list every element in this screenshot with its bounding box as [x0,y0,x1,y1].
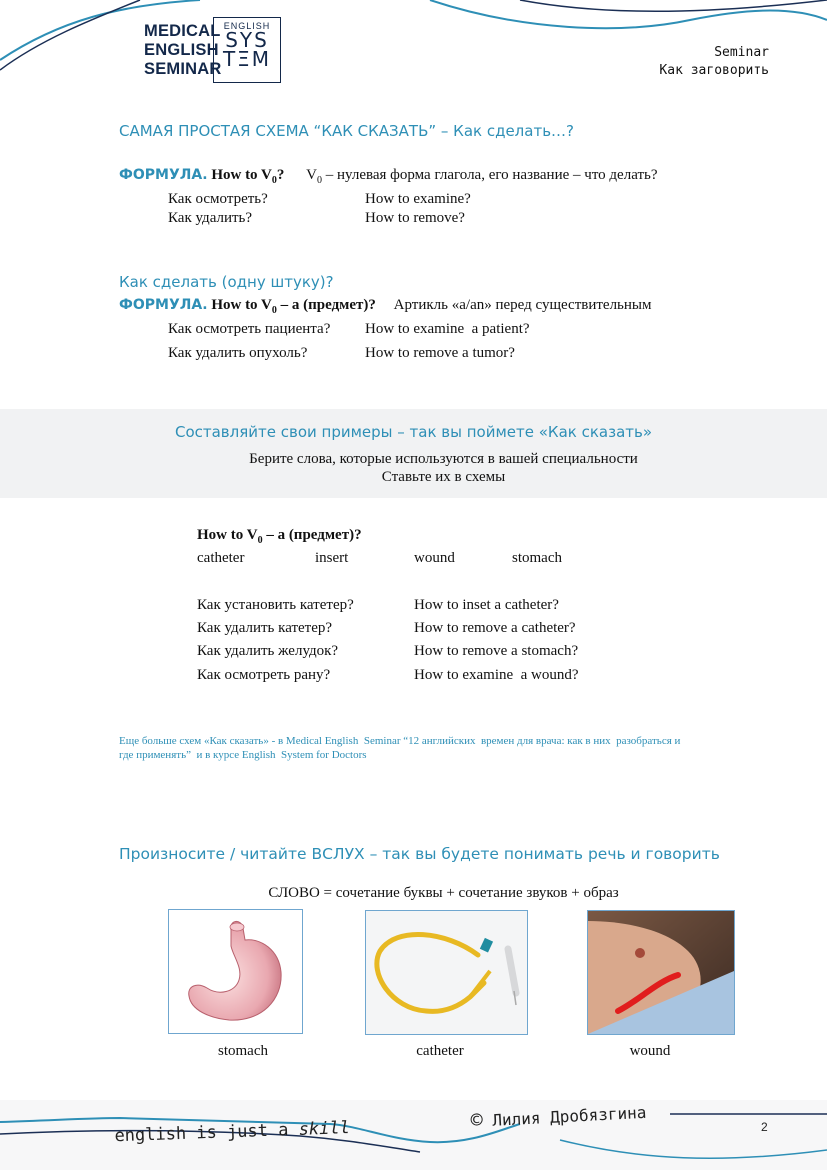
word-item: catheter [197,550,245,566]
word-formula: СЛОВО = сочетание буквы + сочетание звуков + образ [268,885,619,901]
formula-note: Артикль «a/an» перед существительным [393,297,652,313]
banner-line: Ставьте их в схемы [381,469,506,485]
catheter-image [365,910,528,1035]
word-item: wound [414,550,455,566]
formula-label: ФОРМУЛА. [119,167,208,183]
logo-line: ENGLISH [144,41,219,59]
logo-line: MEDICAL [144,22,221,40]
example-en: How to examine a wound? [414,667,579,683]
note-v: V [306,167,317,183]
header-right [659,44,769,80]
catheter-icon [366,911,527,1034]
header-seminar: Seminar [714,45,769,60]
example-en: How to remove a stomach? [414,643,579,659]
footer-slogan-text: english is just a [114,1119,299,1147]
note-line: где применять” и в курсе English System for Doctors [119,749,367,761]
section2-formula [119,297,652,316]
logo-box [213,17,281,83]
section1-title: САМАЯ ПРОСТАЯ СХЕМА “КАК СКАЗАТЬ” – Как сделать…? [119,122,575,140]
example-en: How to examine? [365,191,471,207]
example-en: How to remove a catheter? [414,620,576,636]
tip-banner [0,409,827,498]
banner-line: Берите слова, которые используются в вашей специальности [249,451,638,467]
footer-author: Лилия Дробязгина [491,1102,647,1130]
page-number: 2 [761,1120,768,1134]
logo-box-mid: SYS [225,28,269,52]
header-subtitle: Как заговорить [659,63,769,78]
example-ru: Как осмотреть рану? [197,667,331,683]
example-en: How to remove? [365,210,465,226]
stomach-image [168,909,303,1034]
footer-slogan-skill: skill [298,1118,351,1140]
logo-line: SEMINAR [144,60,222,78]
section2-title: Как сделать (одну штуку)? [119,273,334,291]
copyright-icon: © [470,1107,484,1132]
caption-catheter: catheter [416,1043,464,1059]
example-en: How to examine a patient? [365,321,530,337]
wound-icon [588,911,734,1034]
stomach-icon [169,910,302,1033]
formula-note [306,167,658,186]
caption-wound: wound [629,1043,671,1059]
formula-sub: 0 [271,305,277,316]
note-text: – нулевая форма глагола, его название – что делать? [321,167,658,183]
word-item: stomach [512,550,562,566]
formula-label: ФОРМУЛА. [119,297,208,313]
formula-sub: 0 [271,175,277,186]
note-sub: 0 [316,175,322,186]
word-item: insert [315,550,349,566]
example-en: How to inset a catheter? [414,597,559,613]
example-ru: Как осмотреть пациента? [168,321,331,337]
formula-text: How to V [197,527,258,543]
logo-box-top: ENGLISH [223,21,271,31]
example-ru: Как удалить катетер? [197,620,333,636]
formula-end: – a (предмет)? [276,297,376,313]
logo-box-bot: TΞM [222,47,272,71]
wound-image [587,910,735,1035]
formula-sub: 0 [257,535,263,546]
formula-end: ? [276,167,285,183]
section3-title: Произносите / читайте ВСЛУХ – так вы будете понимать речь и говорить [119,845,720,863]
example-ru: Как удалить опухоль? [168,345,308,361]
note-line: Еще больше схем «Как сказать» - в Medical English Seminar “12 английских времен для врача: как в них разобраться и [119,735,681,747]
section1-formula [119,167,658,186]
example-ru: Как осмотреть? [168,191,268,207]
practice-formula [197,527,362,546]
logo-text [144,22,222,79]
caption-stomach: stomach [218,1043,268,1059]
example-ru: Как удалить желудок? [197,643,339,659]
example-en: How to remove a tumor? [365,345,515,361]
banner-title: Составляйте свои примеры – так вы поймете «Как сказать» [174,423,653,441]
formula-text: How to V [211,167,272,183]
example-ru: Как установить катетер? [197,597,354,613]
example-ru: Как удалить? [168,210,253,226]
formula-text: How to V [211,297,272,313]
formula-end: – a (предмет)? [262,527,362,543]
